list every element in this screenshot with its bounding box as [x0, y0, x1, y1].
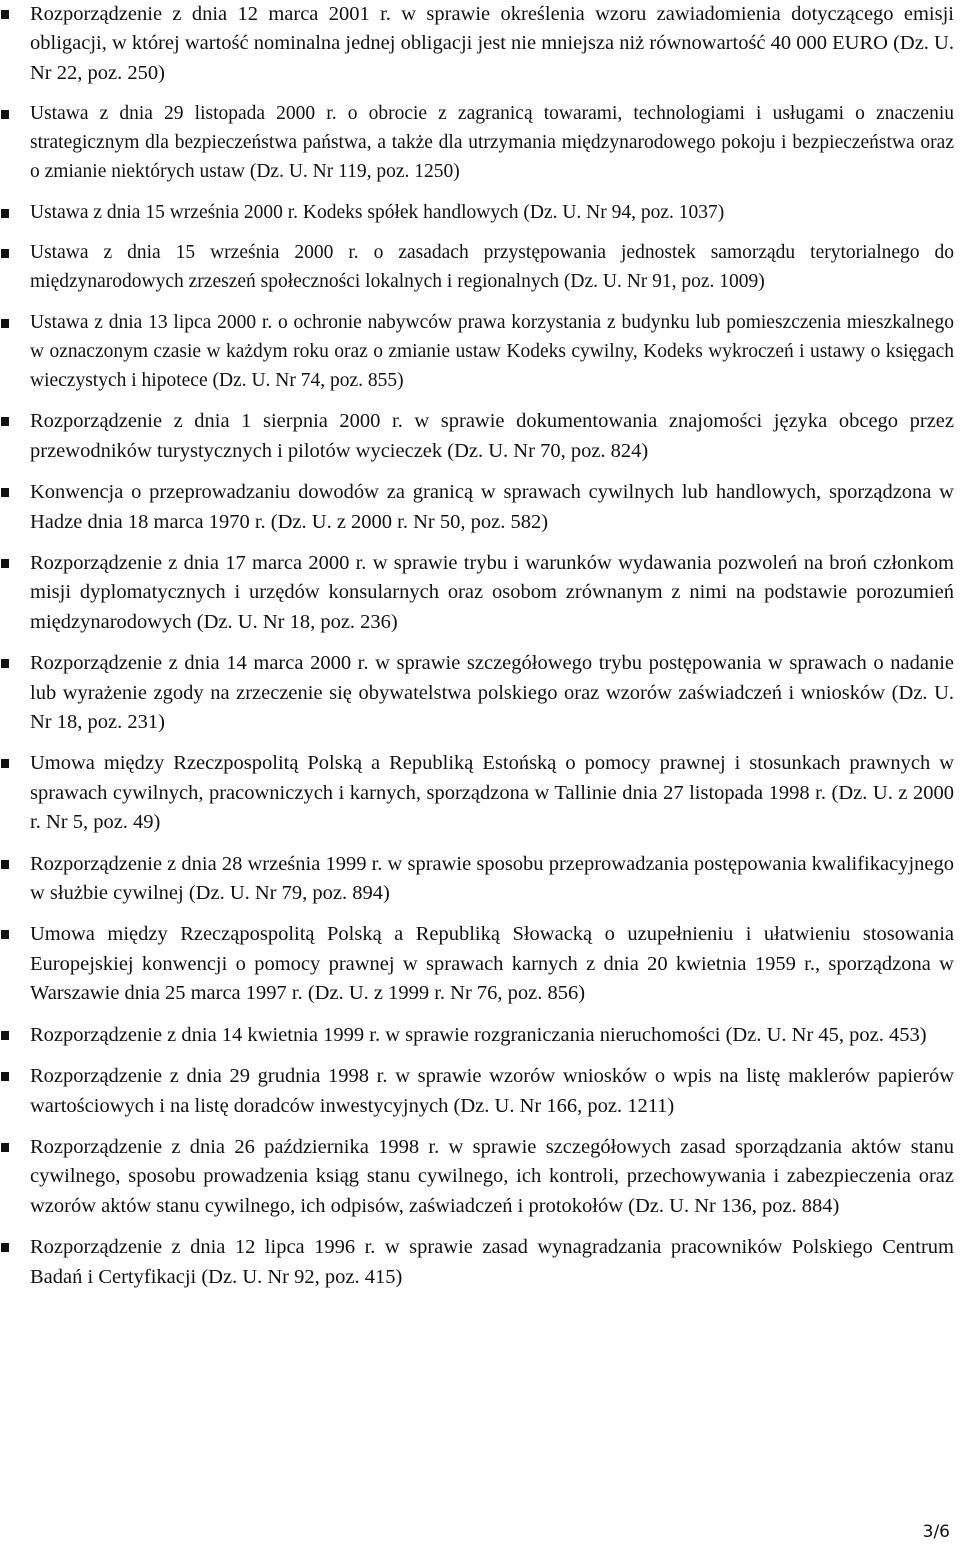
legal-act-item: [30, 309, 954, 395]
legal-act-text: Rozporządzenie z dnia 1 sierpnia 2000 r. w sprawie dokumentowania znajomości języka obcego przez przewodników turystycznych i pilotów wycieczek (Dz. U. Nr 70, poz. 824): [30, 410, 954, 462]
legal-act-item: [30, 239, 954, 297]
legal-act-text: Rozporządzenie z dnia 26 października 1998 r. w sprawie szczegółowych zasad sporządzania aktów stanu cywilnego, sposobu prowadzenia ksiąg stanu cywilnego, ich kontroli, przechowywania i zabezpieczenia oraz wzorów aktów stanu cywilnego, ich odpisów, zaświadczeń i protokołów (Dz. U. Nr 136, poz. 884): [30, 1135, 954, 1217]
square-bullet-icon: [1, 1243, 9, 1252]
legal-act-text: Rozporządzenie z dnia 28 września 1999 r. w sprawie sposobu przeprowadzania postępowania kwalifikacyjnego w służbie cywilnej (Dz. U. Nr 79, poz. 894): [30, 852, 954, 905]
square-bullet-icon: [1, 10, 9, 19]
legal-act-text: Rozporządzenie z dnia 17 marca 2000 r. w sprawie trybu i warunków wydawania pozwoleń na broń członkom misji dyplomatycznych i urzędów konsularnych oraz osobom zrównanym z nimi na podstawie porozumień międzynarodowych (Dz. U. Nr 18, poz. 236): [30, 552, 954, 633]
legal-act-item: [30, 199, 954, 228]
square-bullet-icon: [1, 860, 9, 869]
legal-act-text: Ustawa z dnia 29 listopada 2000 r. o obrocie z zagranicą towarami, technologiami i usługami o znaczeniu strategicznym dla bezpieczeństwa państwa, a także dla utrzymania międzynarodowego pokoju i bezpieczeństwa oraz o zmianie niektórych ustaw (Dz. U. Nr 119, poz. 1250): [30, 103, 954, 182]
legal-act-item: [30, 549, 954, 637]
legal-act-item: [30, 1021, 954, 1050]
legal-act-text: Rozporządzenie z dnia 12 lipca 1996 r. w sprawie zasad wynagradzania pracowników Polskiego Centrum Badań i Certyfikacji (Dz. U. Nr 92, poz. 415): [30, 1236, 954, 1288]
legal-act-item: [30, 649, 954, 737]
square-bullet-icon: [1, 1031, 9, 1040]
square-bullet-icon: [1, 110, 9, 119]
legal-act-item: [30, 0, 954, 88]
legal-act-item: [30, 850, 954, 909]
legal-act-text: Ustawa z dnia 15 września 2000 r. o zasadach przystępowania jednostek samorządu terytorialnego do międzynarodowych zrzeszeń społeczności lokalnych i regionalnych (Dz. U. Nr 91, poz. 1009): [30, 242, 954, 293]
square-bullet-icon: [1, 1143, 9, 1152]
legal-act-item: [30, 100, 954, 186]
legal-act-text: Rozporządzenie z dnia 14 kwietnia 1999 r. w sprawie rozgraniczania nieruchomości (Dz. U. Nr 45, poz. 453): [30, 1023, 927, 1046]
square-bullet-icon: [1, 930, 9, 939]
square-bullet-icon: [1, 1072, 9, 1081]
legal-act-text: Umowa między Rzecząpospolitą Polską a Republiką Słowacką o uzupełnieniu i ułatwieniu stosowania Europejskiej konwencji o pomocy prawnej w sprawach karnych z dnia 20 kwietnia 1959 r., sporządzona w Warszawie dnia 25 marca 1997 r. (Dz. U. z 1999 r. Nr 76, poz. 856): [30, 923, 954, 1005]
square-bullet-icon: [1, 319, 9, 328]
legal-act-item: [30, 749, 954, 837]
legal-acts-list: [30, 0, 954, 1304]
legal-act-item: [30, 1133, 954, 1221]
legal-act-item: [30, 478, 954, 537]
square-bullet-icon: [1, 759, 9, 768]
page-number: 3/6: [922, 1522, 950, 1542]
legal-act-text: Rozporządzenie z dnia 12 marca 2001 r. w sprawie określenia wzoru zawiadomienia dotyczącego emisji obligacji, w której wartość nominalna jednej obligacji jest nie mniejsza niż równowartość 40 000 EURO (Dz. U. Nr 22, poz. 250): [30, 3, 954, 84]
legal-act-text: Umowa między Rzeczpospolitą Polską a Republiką Estońską o pomocy prawnej i stosunkach prawnych w sprawach cywilnych, pracowniczych i karnych, sporządzona w Tallinie dnia 27 listopada 1998 r. (Dz. U. z 2000 r. Nr 5, poz. 49): [30, 752, 954, 834]
legal-act-text: Ustawa z dnia 13 lipca 2000 r. o ochronie nabywców prawa korzystania z budynku lub pomieszczenia mieszkalnego w oznaczonym czasie w każdym roku oraz o zmianie ustaw Kodeks cywilny, Kodeks wykroczeń i ustawy o księgach wieczystych i hipotece (Dz. U. Nr 74, poz. 855): [30, 312, 954, 391]
legal-act-item: [30, 1233, 954, 1292]
legal-act-item: [30, 407, 954, 466]
legal-act-text: Konwencja o przeprowadzaniu dowodów za granicą w sprawach cywilnych lub handlowych, sporządzona w Hadze dnia 18 marca 1970 r. (Dz. U. z 2000 r. Nr 50, poz. 582): [30, 481, 954, 533]
legal-act-item: [30, 1062, 954, 1121]
legal-act-text: Rozporządzenie z dnia 29 grudnia 1998 r. w sprawie wzorów wniosków o wpis na listę maklerów papierów wartościowych i na listę doradców inwestycyjnych (Dz. U. Nr 166, poz. 1211): [30, 1065, 954, 1117]
square-bullet-icon: [1, 417, 9, 426]
legal-act-text: Rozporządzenie z dnia 14 marca 2000 r. w sprawie szczegółowego trybu postępowania w sprawach o nadanie lub wyrażenie zgody na zrzeczenie się obywatelstwa polskiego oraz wzorów zaświadczeń i wniosków (Dz. U. Nr 18, poz. 231): [30, 652, 954, 734]
square-bullet-icon: [1, 559, 9, 568]
square-bullet-icon: [1, 249, 9, 258]
square-bullet-icon: [1, 209, 9, 218]
square-bullet-icon: [1, 488, 9, 497]
legal-act-text: Ustawa z dnia 15 września 2000 r. Kodeks spółek handlowych (Dz. U. Nr 94, poz. 1037): [30, 201, 725, 223]
square-bullet-icon: [1, 659, 9, 668]
legal-act-item: [30, 920, 954, 1008]
